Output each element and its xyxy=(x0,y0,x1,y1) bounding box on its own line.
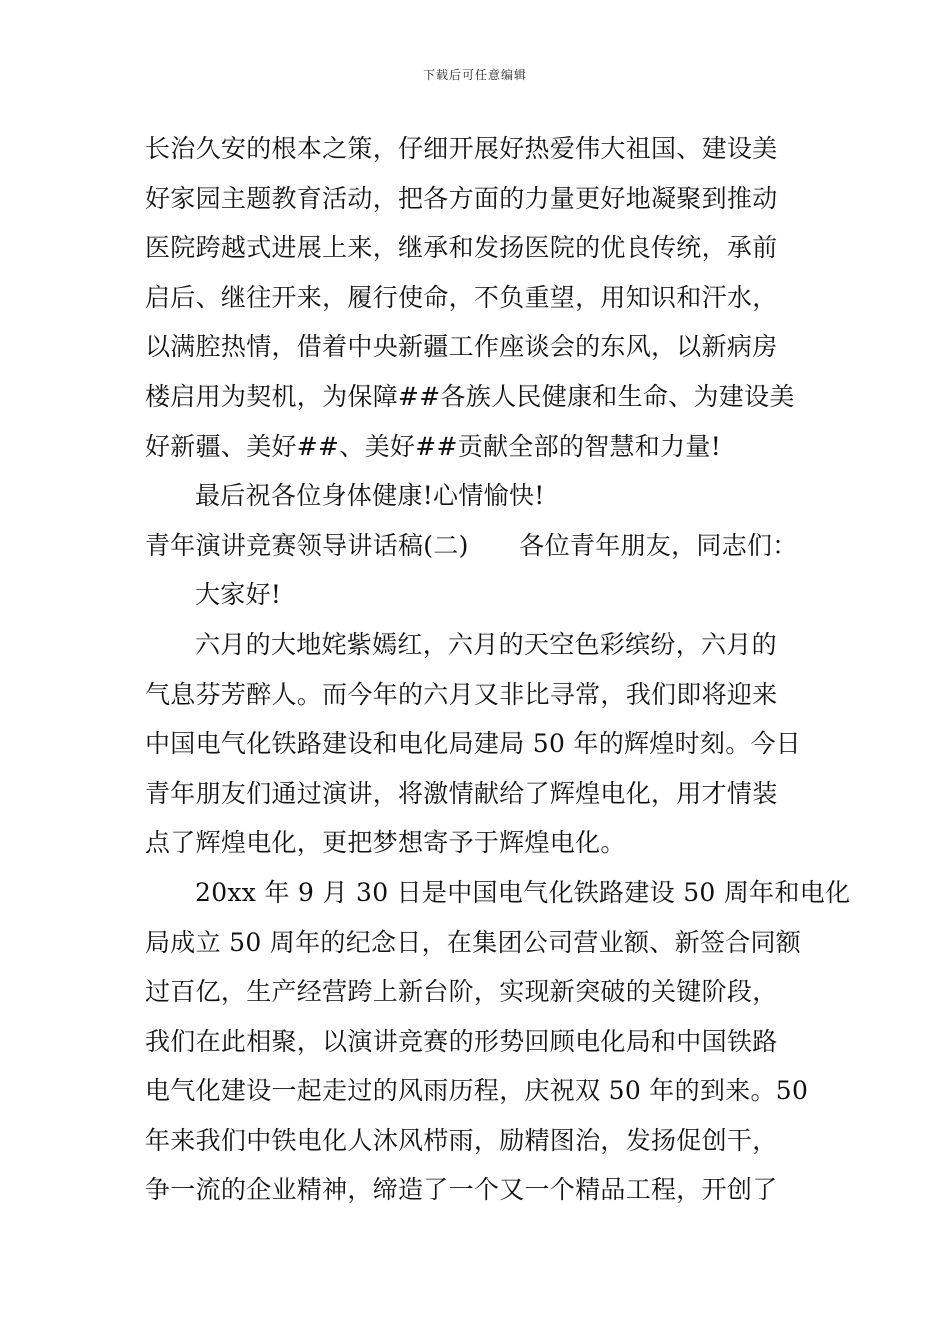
text-line: 我们在此相聚，以演讲竞赛的形势回顾电化局和中国铁路 xyxy=(145,1026,778,1056)
text-line: 中国电气化铁路建设和电化局建局 50 年的辉煌时刻。今日 xyxy=(145,729,802,759)
text-line: 青年朋友们通过演讲，将激情献给了辉煌电化，用才情装 xyxy=(145,778,778,808)
page-header-note: 下载后可任意编辑 xyxy=(422,68,527,82)
text-line: 点了辉煌电化，更把梦想寄予于辉煌电化。 xyxy=(145,828,626,858)
text-line: 气息芬芳醉人。而今年的六月又非比寻常，我们即将迎来 xyxy=(145,679,778,709)
text-line: 好家园主题教育活动，把各方面的力量更好地凝聚到推动 xyxy=(145,183,778,213)
text-line: 过百亿，生产经营跨上新台阶，实现新突破的关键阶段， xyxy=(145,977,778,1007)
text-line: 局成立 50 周年的纪念日，在集团公司营业额、新签合同额 xyxy=(145,927,802,957)
text-line: 电气化建设一起走过的风雨历程，庆祝双 50 年的到来。50 xyxy=(145,1076,809,1106)
text-line: 楼启用为契机，为保障##各族人民健康和生命、为建设美 xyxy=(145,381,795,411)
text-line: 青年演讲竞赛领导讲话稿(二) 各位青年朋友，同志们： xyxy=(145,530,798,560)
text-line: 六月的大地姹紫嫣红，六月的天空色彩缤纷，六月的 xyxy=(195,629,777,659)
text-line: 医院跨越式进展上来，继承和发扬医院的优良传统，承前 xyxy=(145,233,778,263)
text-line: 长治久安的根本之策，仔细开展好热爱伟大祖国、建设美 xyxy=(145,134,778,163)
text-line: 启后、继往开来，履行使命，不负重望，用知识和汗水， xyxy=(145,282,778,312)
text-line: 大家好! xyxy=(195,580,282,610)
text-line: 年来我们中铁电化人沐风栉雨，励精图治，发扬促创干， xyxy=(145,1125,778,1155)
text-line: 20xx 年 9 月 30 日是中国电气化铁路建设 50 周年和电化 xyxy=(195,877,851,907)
text-line: 以满腔热情，借着中央新疆工作座谈会的东风，以新病房 xyxy=(145,332,778,362)
text-line: 好新疆、美好##、美好##贡献全部的智慧和力量! xyxy=(145,431,722,461)
text-line: 争一流的企业精神，缔造了一个又一个精品工程，开创了 xyxy=(145,1175,778,1205)
text-line: 最后祝各位身体健康!心情愉快! xyxy=(195,481,545,511)
document-body xyxy=(145,124,851,1215)
